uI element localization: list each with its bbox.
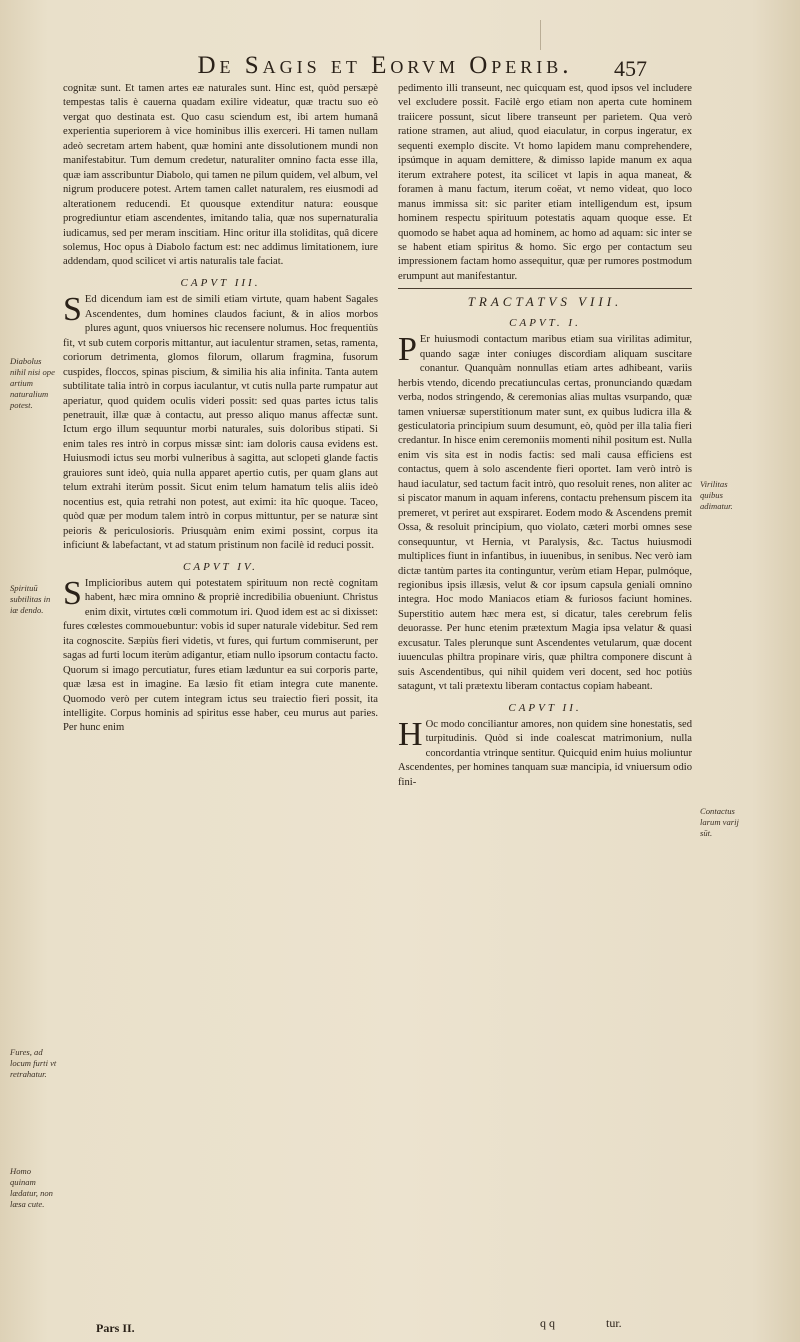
margin-note: Fures, ad locum furti vt retrahatur. (10, 1047, 57, 1079)
right-paragraph-2-text: Er huiusmodi contactum maribus etiam sua virilitas adimitur, quando sagæ inter coniuges discordiam aliquam suscitare conantur. Quanquàm nonnullas etiam artes adhibeant, variis herbis vtendo, dicendo precatiunculas certas, pronunciando quædam verba, nodos stringendo, & ceremonias alias multas vsurpando, quæ tamen vniuersæ superstitionum mater sunt, ex quibus ludicra illa & gesticulatoria principium suum desumunt, eò, quòd per illa talia fieri credantur. In hisce enim ceremoniis momenti nihil positum est. Nulla enim vis sita est in nodis factis: sed mali causa efficiens est contactus, quem à solo ascendente fieri oportet. Iam verò intrò is haud iaculatur, sed tactum facit intrò, quo resoluit renes, non aliter ac si piscator manum in aquam inferens, contactu prehensum piscem ita premeret, vt periret aut exspiraret. Eodem modo & Ascendens premit Ossa, & resoluit principium, quo violato, cæteri morbi omnes sese consequuntur, vt Hernia, vt Paralysis, &c. Tactus huiusmodi multiplices fiunt in infantibus, in iuuenibus, in senibus. Nec verò iam dictæ tantùm partes ita continguntur, verùm etiam Hepar, pulmóque, regionibus ipsis illæsis, velut & cor ipsum capsula geniali omnino integra. Hoc modo Maniacos etiam & furiosos faciunt homines. Superstitio autem hæc mera est, si dicatur, tales cerebrum felis deuorasse. Per hunc etenim prætextum Magia ipsa velatur & quasi excusatur. Tales plerunque sunt Ascendentes vetularum, quæ docent iuuenculas philtra propinare viris, quæ philtra componere discunt à suis Ascendentibus, qui nihil quidem veri docent, sed hoc potiùs satagunt, vt tali prætextu liberam contactus copiam habeant. (398, 334, 692, 693)
chapter-heading-4: CAPVT IV. (183, 560, 258, 573)
signature-mark-right: q q (540, 1316, 555, 1330)
right-paragraph-3 (398, 718, 692, 790)
page-mark (540, 20, 547, 50)
running-head: De Sagis et Eorvm Operib. (197, 52, 573, 79)
treatise-heading: TRACTATVS VIII. (398, 288, 692, 309)
margin-note: Diabolus nihil nisi ope artium naturalium potest. (10, 356, 55, 410)
chapter-heading-3: CAPVT III. (180, 276, 261, 289)
chapter-heading-1: CAPVT. I. (509, 316, 581, 329)
left-paragraph-3-text: Implicioribus autem qui potestatem spirituum non rectè cognitam habent, hæc mira omnino & propriè incredibilia obueniunt. Christus enim dixit, virtutes cœli commotum iri. Quod idem est ac si dixisset: fures cœlestes commouebuntur: vobis id super naturale videbitur. Sed rem ita cognoscite. Sæpiùs fieri videtis, vt fures, qui furtum commiserunt, per sagas ad furti locum iterùm adigantur, etiam nullo ipsorum contactu facto. Quorum si imago percutiatur, fures etiam læduntur ea sui corporis parte, quæ læsa est in imagine. Ea læsio fit etiam integra cute manente. Quomodo verò per cutem integram ictus seu traiectio fieri possit, ita intelligite. Corpus hominis ad spiritus esse haber, ceu murus aut paries. Per hunc enim (63, 577, 378, 734)
margin-note: Spirituū subtilitas in iæ dendo. (10, 583, 51, 615)
left-paragraph-1: cognitæ sunt. Et tamen artes eæ naturales sunt. Hinc est, quòd persæpè tempestas talis è cauerna quadam exilire videatur, quæ tractu suo eò vergat quo destinata est. Quo casu sciendum est, ibi artem humanâ experientia superiorem à vice hominibus illis exerceri. Hi tamen nullam adeò secretam artem habent, quæ homini ante dissolutionem mundi non manifestabitur. Tum demum credetur, naturaliter omnino facta esse illa, quæ iam asscribuntur Diabolo, qui tamen ne pilum quidem, vel album, vel nigrum producere potest. Artem tamen callet naturalem, res eiusmodi ad alterationem reducendi. Et quousque extenditur natura: eousque progrediuntur etiam ascendentes, imitando talia, quæ nos supernaturalia iudicamus, sed per meram inscitiam. Hinc oritur illa stoliditas, quâ dicere solemus, Hoc opus à Diabolo factum est: nec addimus limitationem, iure addendam, quod scilicet vi artis naturalis tale faciat. (63, 83, 378, 268)
page-number: 457 (614, 56, 647, 81)
right-paragraph-1: pedimento illi transeunt, nec quicquam est, quod ipsos vel includere vel excludere possit. Facilè ergo etiam non aperta cute hominem traiicere possunt, sicut libere transeunt per parietem. Qua verò ratione stramen, aut aliud, quod eiaculatur, in corpus ingeratur, ex sequenti exemplo discite. Vt homo lapidem manu comprehendere, ipsúmque in aquam demittere, & dimisso lapide manum ex aqua iterum extrahere potest, ita scilicet vt lapis in aqua maneat, & foramen à manu factum, iterum coëat, vt nemo videat, quo loco manus immissa sit: sic pariter etiam intelligendum est, ipsum hominem respectu spirituum potestatis aquam quoque esse. Et quomodo se habet aqua ad hominem, ac homo ad aquam: sic inter se se habent etiam spiritus & homo. Sic ergo per contactum seu impressionem factam homo assequitur, quæ per rumores postmodum erumpunt aut manifestantur. (398, 83, 692, 282)
margin-note: Homo quinam lædatur, non læsa cute. (10, 1166, 53, 1209)
left-paragraph-2-text: Ed dicendum iam est de simili etiam virtute, quam habent Sagales Ascendentes, dum homines claudos faciunt, & in alios morbos plures agunt, quos vniuersos hic recensere nolumus. Hoc frequentiùs fit, vt sub cutem corporis mittantur, aut iaculentur stramen, setas, ramenta, coriorum detrimenta, glomos filorum, ollarum fragmina, fusorum cuspides, floccos, spinas piscium, & similia his alia infinita. Tanta autem subtilitate talia intrò in corpus iaculantur, vt cutis nulla parte rumpatur aut aperiatur, quod quidem oculis videri possit: sed quas partes ictus talis penetrauit, illæ quæ à contactu, aut presso aliquo manus affectæ sunt. Ictum ergo illum sequuntur morbi naturales, suis doloribus stipati. Si enim tales res intrò in corpus missæ sint: iam doloris causa evidens est. Huiusmodi ictus seu morbi vulneribus à sagitta, aut sclopeti glande factis grauiores sunt ideò, quia nulla apparet apertio cutis, per quam glans aut telum extrahi iterùm possit. Sicut enim telum hamatum telis aliis ideò nocentius est, quia retrahi non potest, aut eximi: ita hîc quoque. Taceo, quòd quæ per modum talem intrò in corpus mittuntur, per se naturæ sint peioris & periculosioris. Priusquàm enim eximi possint, corpus ita inficiunt & labefactant, vt ad statum pristinum non facilè id reduci possit. (63, 294, 378, 552)
margin-note: Contactus larum varij sūt. (700, 806, 739, 838)
drop-cap: S (63, 291, 82, 329)
catchword: tur. (606, 1316, 622, 1330)
signature-mark: Pars II. (96, 1321, 135, 1335)
footer-right (540, 1316, 660, 1331)
chapter-heading-2: CAPVT II. (508, 701, 582, 714)
right-paragraph-2 (398, 333, 692, 694)
left-paragraph-3 (63, 574, 378, 736)
right-paragraph-3-text: Oc modo conciliantur amores, non quidem sine honestatis, sed turpitudinis. Quòd si inde coalescat matrimonium, nulla concordantia vtrinque sentitur. Quicquid enim huius moliuntur Ascendentes, per homines tanquam suæ mancipia, id vniuersum odio fini- (398, 719, 692, 788)
drop-cap: P (398, 331, 417, 369)
right-column (398, 82, 692, 790)
margin-note: Virilitas quibus adimatur. (700, 479, 733, 511)
left-column (63, 82, 378, 736)
left-paragraph-2 (63, 293, 378, 553)
drop-cap: S (63, 574, 82, 612)
drop-cap: H (398, 716, 423, 754)
